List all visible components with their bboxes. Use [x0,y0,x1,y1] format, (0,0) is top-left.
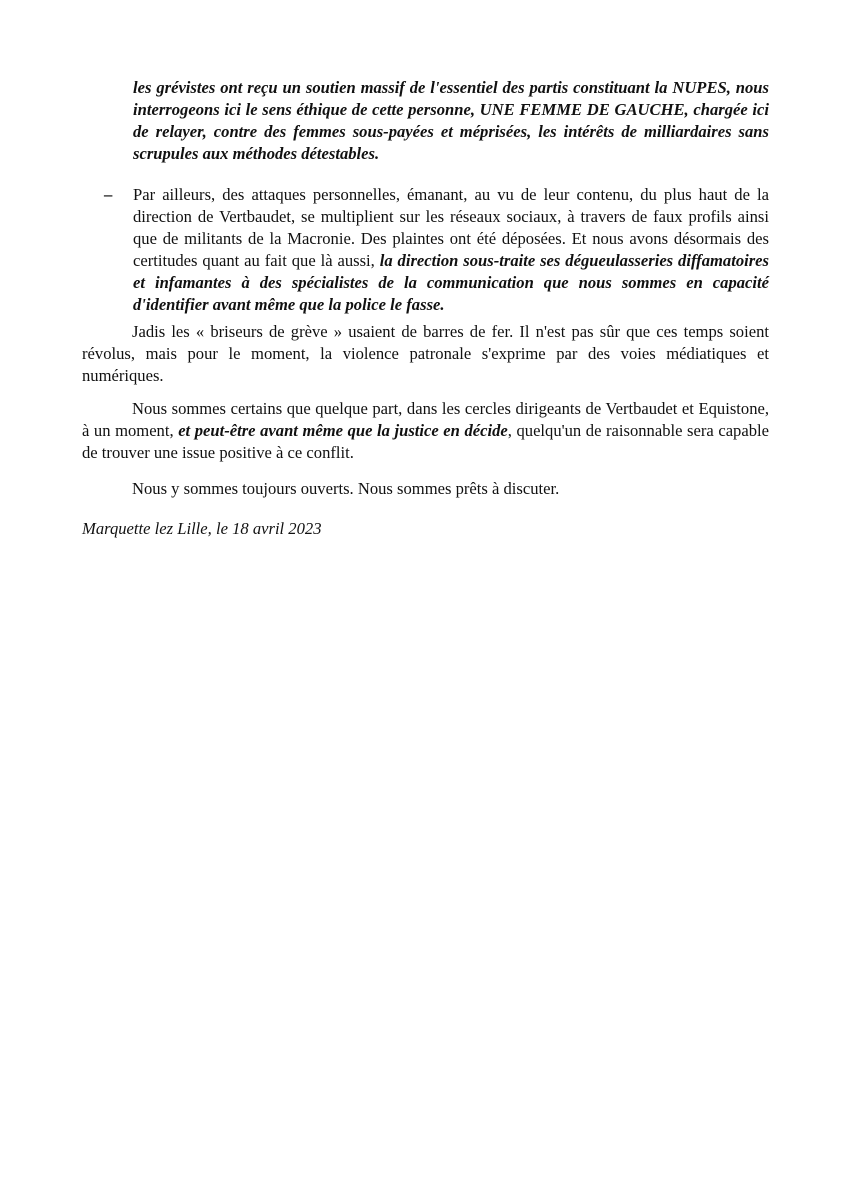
signature-place-date [82,518,769,540]
paragraph-continuation [133,77,769,165]
paragraph-certains-emphasis: et peut-être avant même que la justice en décide [178,421,508,440]
bullet-item-emphasis: la direction sous-traite ses dégueulasseries diffamatoires et infamantes à des spécialistes de la communication que nous sommes en capacité d'identifier avant même que la police le fasse. [133,251,770,314]
paragraph-certains-after: , quelqu'un de raisonnable sera capable de trouver une issue positive à ce conflit. [82,421,769,462]
paragraph-jadis [82,321,769,387]
paragraph-ouverts-text: Nous y sommes toujours ouverts. Nous sommes prêts à discuter. [132,479,560,498]
paragraph-certains-before: Nous sommes certains que quelque part, dans les cercles dirigeants de Vertbaudet et Equistone, à un moment, [82,399,769,440]
paragraph-jadis-text: Jadis les « briseurs de grève » usaient de barres de fer. Il n'est pas sûr que ces temps soient révolus, mais pour le moment, la violence patronale s'exprime par des voies médiatiques et numériques. [82,322,769,385]
bullet-dash-marker: – [104,185,113,204]
paragraph-ouverts [82,478,769,500]
paragraph-certains [82,398,769,464]
paragraph-continuation-text: les grévistes ont reçu un soutien massif de l'essentiel des partis constituant la NUPES, nous interrogeons ici le sens éthique de cette personne, UNE FEMME DE GAUCHE, chargée ici de relayer, contre des femmes sous-payées et méprisées, les intérêts de milliardaires sans scrupules aux méthodes détestables. [133,78,769,163]
signature-place-date-text: Marquette lez Lille, le 18 avril 2023 [82,519,322,538]
bullet-item-text: Par ailleurs, des attaques personnelles, émanant, au vu de leur contenu, du plus haut de la direction de Vertbaudet, se multiplient sur les réseaux sociaux, à travers de faux profils ainsi que de militants de la Macronie. Des plaintes ont été déposées. Et nous avons désormais des certitudes quant au fait que là aussi, [133,185,769,270]
bullet-item-paragraph [133,184,769,316]
